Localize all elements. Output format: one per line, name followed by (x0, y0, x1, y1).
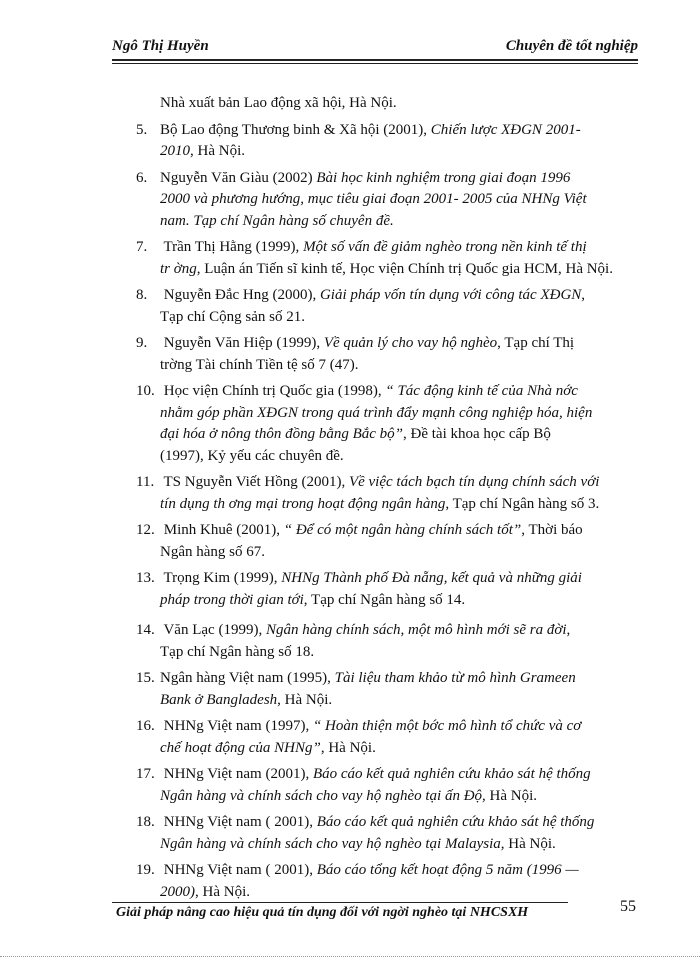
reference-item (136, 285, 636, 328)
reference-line (136, 355, 636, 377)
reference-title: NHNg Thành phố Đà nẵng, kết quả và những giải (281, 570, 582, 586)
reference-text: , Tạp chí Ngân hàng số 3. (445, 495, 600, 512)
reference-number: 5. (136, 121, 148, 138)
reference-item (136, 812, 636, 855)
reference-line (136, 381, 636, 403)
reference-text: , Đề tài khoa học cấp Bộ (403, 426, 551, 442)
reference-number: 9. (136, 335, 148, 351)
reference-text: Nhà xuất bản Lao động xã hội, Hà Nội. (160, 95, 397, 111)
footer-rule (112, 902, 568, 903)
reference-item (136, 381, 636, 467)
reference-text: Ngân hàng số 67. (160, 543, 265, 560)
reference-title: Giải pháp vốn tín dụng với công tác XĐGN (319, 287, 582, 303)
reference-line (136, 590, 636, 612)
reference-item (136, 120, 636, 163)
reference-item (136, 568, 636, 611)
reference-line (136, 141, 636, 163)
reference-item (136, 620, 636, 663)
reference-item (136, 237, 636, 280)
reference-text: Trần Thị Hằng (1999), (160, 239, 304, 255)
reference-text: (1997), Kỷ yếu các chuyên đề. (160, 447, 344, 464)
reference-item (136, 168, 636, 233)
reference-text: NHNg Việt nam (2001), (160, 766, 313, 782)
reference-line (136, 403, 636, 425)
reference-title: nam. Tạp chí Ngân hàng số chuyên đề. (160, 212, 394, 229)
reference-number: 18. (136, 814, 155, 830)
reference-text: , Hà Nội. (277, 691, 333, 708)
reference-title: Một số vấn đề giảm nghèo trong nền kinh tế thị (303, 239, 587, 255)
reference-text: , Hà Nội. (482, 787, 538, 804)
reference-number: 10. (136, 383, 155, 399)
reference-text: TS Nguyễn Viết Hồng (2001), (160, 474, 349, 490)
reference-title: Báo cáo kết quả nghiên cứu khảo sát hệ thống (312, 766, 591, 782)
reference-text: , Tạp chí Thị (497, 335, 575, 351)
reference-text: NHNg Việt nam (1997), (160, 718, 313, 734)
reference-line (136, 764, 636, 786)
reference-line (136, 93, 636, 115)
reference-line (136, 211, 636, 233)
page-bottom-edge (0, 956, 700, 957)
reference-text: Nguyễn Đắc Hng (2000), (160, 287, 320, 303)
reference-line (136, 812, 636, 834)
reference-line (136, 834, 636, 856)
reference-line (136, 860, 636, 882)
reference-title: Báo cáo kết quả nghiên cứu khảo sát hệ thống (316, 814, 595, 830)
reference-text: Văn Lạc (1999), (160, 622, 266, 638)
reference-title: nhằm góp phần XĐGN trong quá trình đẩy mạnh công nghiệp hóa, hiện (160, 404, 593, 421)
reference-text: , Hà Nội. (195, 883, 250, 900)
reference-title: “ Để có một ngân hàng chính sách tốt” (283, 522, 522, 538)
reference-title: tr ờng (160, 260, 197, 277)
reference-line (136, 307, 636, 329)
reference-item (136, 716, 636, 759)
reference-text: , Luận án Tiến sĩ kinh tế, Học viện Chính trị Quốc gia HCM, Hà Nội. (196, 260, 613, 277)
reference-line (136, 520, 636, 542)
reference-title: 2010 (160, 143, 190, 159)
reference-item (136, 472, 636, 515)
reference-title: 2000) (160, 883, 195, 900)
reference-item (136, 333, 636, 376)
page-footer (112, 896, 638, 926)
reference-number: 12. (136, 522, 155, 538)
reference-item (136, 93, 636, 115)
reference-number: 11. (136, 474, 155, 490)
reference-line (136, 285, 636, 307)
reference-text: trờng Tài chính Tiền tệ số 7 (47). (160, 356, 359, 373)
reference-line (136, 472, 636, 494)
reference-text: Nguyễn Văn Hiệp (1999), (160, 335, 324, 351)
footer-title: Giải pháp nâng cao hiệu quả tín dụng đối với ngời nghèo tại NHCSXH (116, 905, 529, 920)
reference-title: Bank ở Bangladesh (160, 691, 278, 708)
reference-title: Chiến lược XĐGN 2001- (430, 121, 581, 138)
reference-title: 2000 và phương hướng, mục tiêu giai đoạn 2001- 2005 của NHNg Việt (160, 191, 587, 207)
reference-line (136, 237, 636, 259)
reference-title: Ngân hàng và chính sách cho vay hộ nghèo tại ấn Độ (160, 787, 483, 804)
reference-title: tín dụng th ơng mại trong hoạt động ngân hàng (160, 495, 446, 512)
reference-title: Ngân hàng chính sách, một mô hình mới sẽ ra đời (265, 622, 567, 638)
reference-item (136, 764, 636, 807)
reference-number: 7. (136, 239, 148, 255)
reference-title: Báo cáo tổng kết hoạt động 5 năm (1996 — (316, 862, 579, 878)
reference-text: Tạp chí Cộng sản số 21. (160, 308, 305, 325)
reference-number: 6. (136, 169, 148, 186)
reference-line (136, 446, 636, 468)
reference-line (136, 786, 636, 808)
reference-number: 14. (136, 622, 155, 638)
reference-number: 8. (136, 287, 148, 303)
reference-text: , Hà Nội. (500, 835, 556, 852)
reference-item (136, 668, 636, 711)
reference-text: Bộ Lao động Thương binh & Xã hội (2001), (160, 121, 431, 138)
reference-text: , Tạp chí Ngân hàng số 14. (303, 591, 466, 608)
reference-text: Tạp chí Ngân hàng số 18. (160, 643, 315, 660)
reference-title: “ Tác động kinh tế của Nhà nớc (385, 383, 578, 399)
reference-line (136, 668, 636, 690)
header-title: Chuyên đề tốt nghiệp (505, 38, 638, 54)
reference-line (136, 259, 636, 281)
header-author: Ngô Thị Huyền (112, 38, 209, 54)
reference-line (136, 716, 636, 738)
reference-number: 19. (136, 862, 155, 878)
reference-line (136, 494, 636, 516)
reference-number: 15. (136, 670, 155, 686)
reference-text: , (581, 287, 586, 303)
reference-line (136, 333, 636, 355)
reference-text: Trọng Kim (1999), (160, 570, 282, 586)
reference-text: NHNg Việt nam ( 2001), (160, 814, 317, 830)
reference-title: Ngân hàng và chính sách cho vay hộ nghèo tại Malaysia (160, 835, 501, 852)
reference-line (136, 189, 636, 211)
reference-line (136, 120, 636, 142)
reference-line (136, 642, 636, 664)
reference-line (136, 542, 636, 564)
reference-title: Tài liệu tham khảo từ mô hình Grameen (334, 670, 576, 686)
reference-spacer (136, 611, 636, 620)
reference-title: Về việc tách bạch tín dụng chính sách với (348, 474, 600, 490)
reference-line (136, 690, 636, 712)
reference-text: , Hà Nội. (320, 739, 376, 756)
reference-line (136, 168, 636, 190)
reference-line (136, 620, 636, 642)
reference-title: chế hoạt động của NHNg” (160, 739, 321, 756)
header-rule (112, 59, 638, 61)
reference-number: 17. (136, 766, 155, 782)
reference-title: đại hóa ở nông thôn đồng bằng Bắc bộ” (160, 426, 404, 442)
reference-line (136, 424, 636, 446)
reference-text: , Thời báo (521, 522, 583, 538)
reference-title: Bài học kinh nghiệm trong giai đoạn 1996 (316, 169, 571, 186)
reference-text: , Hà Nội. (190, 143, 245, 159)
reference-text: NHNg Việt nam ( 2001), (160, 862, 317, 878)
reference-line (136, 568, 636, 590)
reference-text: Học viện Chính trị Quốc gia (1998), (160, 383, 386, 399)
reference-list (136, 93, 636, 912)
reference-line (136, 738, 636, 760)
reference-number: 16. (136, 718, 155, 734)
page-number: 55 (620, 898, 636, 915)
reference-text: , (566, 622, 571, 638)
page-header (112, 38, 638, 58)
reference-item (136, 520, 636, 563)
reference-text: Ngân hàng Việt nam (1995), (160, 670, 335, 686)
reference-title: Về quản lý cho vay hộ nghèo (323, 335, 498, 351)
header-rule-thin (112, 63, 638, 64)
reference-title: “ Hoàn thiện một bớc mô hình tổ chức và cơ (312, 718, 582, 734)
reference-text: Nguyễn Văn Giàu (2002) (160, 169, 317, 186)
reference-title: pháp trong thời gian tới (160, 591, 304, 608)
reference-number: 13. (136, 570, 155, 586)
reference-text: Minh Khuê (2001), (160, 522, 284, 538)
